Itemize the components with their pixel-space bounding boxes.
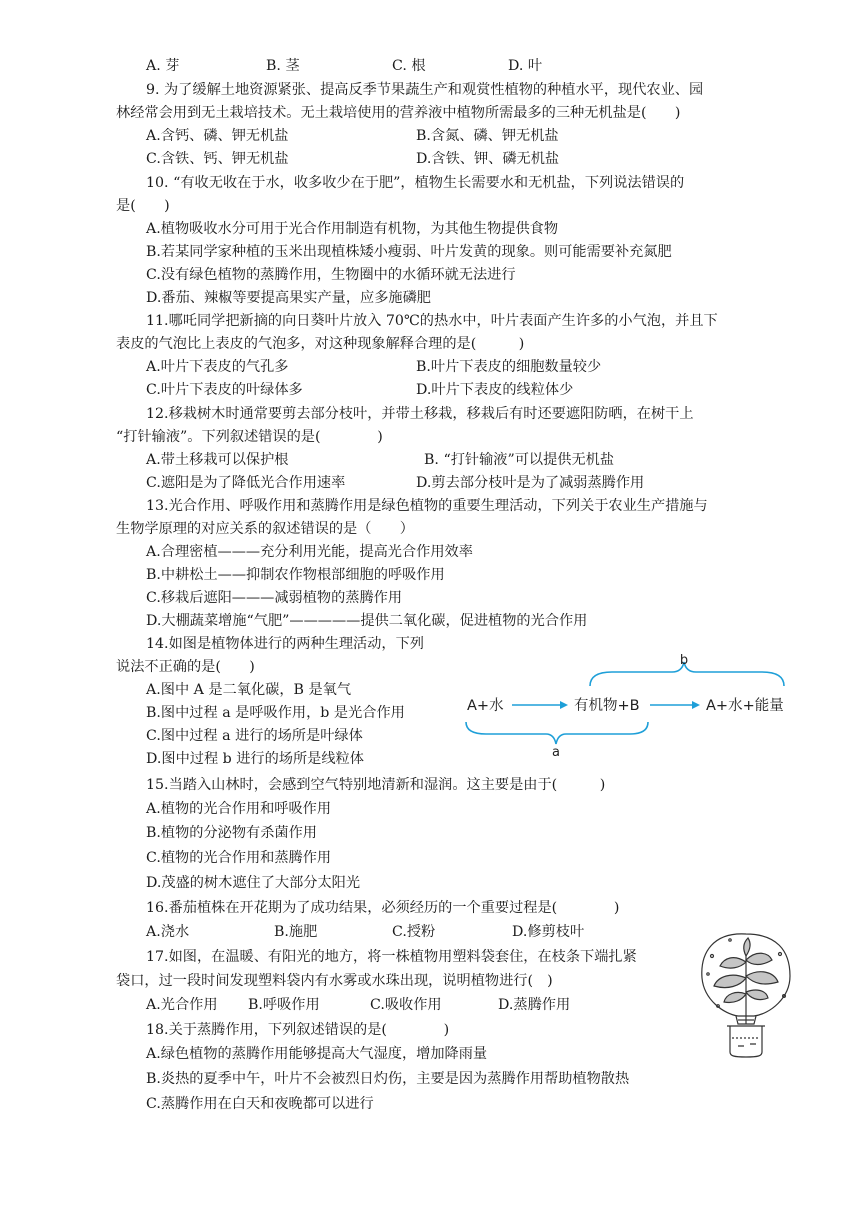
q9-stem-2: 林经常会用到无土栽培技术。无土栽培使用的营养液中植物所需最多的三种无机盐是( ) bbox=[116, 105, 681, 121]
arrow-right-icon bbox=[560, 701, 568, 709]
q15-option-a: A.植物的光合作用和呼吸作用 bbox=[146, 801, 332, 817]
q10-option-c: C.没有绿色植物的蒸腾作用，生物圈中的水循环就无法进行 bbox=[146, 267, 516, 283]
q11-option-c: C.叶片下表皮的叶绿体多 bbox=[146, 382, 303, 398]
plant-in-bag-illustration bbox=[694, 926, 798, 1058]
q14-option-b: B.图中过程 a 是呼吸作用，b 是光合作用 bbox=[146, 705, 405, 721]
q16-option-c: C.授粉 bbox=[392, 924, 436, 940]
q12-option-a: A.带土移栽可以保护根 bbox=[146, 452, 289, 468]
q11-option-d: D.叶片下表皮的线粒体少 bbox=[416, 382, 574, 398]
q12-stem-2: “打针输液”。下列叙述错误的是( ) bbox=[116, 429, 383, 445]
q17-option-c: C.吸收作用 bbox=[370, 997, 442, 1013]
q18-option-a: A.绿色植物的蒸腾作用能够提高大气湿度，增加降雨量 bbox=[146, 1046, 488, 1062]
q12-option-c: C.遮阳是为了降低光合作用速率 bbox=[146, 475, 346, 491]
q17-option-b: B.呼吸作用 bbox=[248, 997, 320, 1013]
q10-stem-2: 是( ) bbox=[116, 198, 170, 214]
q11-option-b: B.叶片下表皮的细胞数量较少 bbox=[416, 359, 602, 375]
q15-stem: 15.当踏入山林时，会感到空气特别地清新和湿润。这主要是由于( ) bbox=[146, 777, 606, 793]
q14-stem-2: 说法不正确的是( ) bbox=[116, 659, 255, 675]
q9-option-c: C.含铁、钙、钾无机盐 bbox=[146, 151, 289, 167]
q16-option-a: A.浇水 bbox=[146, 924, 190, 940]
q16-option-d: D.修剪枝叶 bbox=[512, 924, 585, 940]
q14-stem-1: 14.如图是植物体进行的两种生理活动，下列 bbox=[146, 636, 424, 652]
q10-stem-1: 10. “有收无收在于水，收多收少在于肥”，植物生长需要水和无机盐，下列说法错误的 bbox=[146, 175, 685, 191]
q9-option-a: A.含钙、磷、钾无机盐 bbox=[146, 128, 289, 144]
q14-option-d: D.图中过程 b 进行的场所是线粒体 bbox=[146, 751, 364, 767]
q12-option-b: B. “打针输液”可以提供无机盐 bbox=[424, 452, 615, 468]
q11-stem-2: 表皮的气泡比上表皮的气泡多，对这种现象解释合理的是( ) bbox=[116, 336, 525, 352]
q9-stem-1: 9. 为了缓解土地资源紧张、提高反季节果蔬生产和观赏性植物的种植水平，现代农业、园 bbox=[146, 82, 704, 98]
q8-option-d: D. 叶 bbox=[508, 58, 543, 74]
diagram-middle-text: 有机物+B bbox=[574, 698, 640, 714]
q13-option-d: D.大棚蔬菜增施“气肥”—————提供二氧化碳，促进植物的光合作用 bbox=[146, 613, 588, 629]
q17-option-a: A.光合作用 bbox=[146, 997, 218, 1013]
q12-option-d: D.剪去部分枝叶是为了减弱蒸腾作用 bbox=[416, 475, 645, 491]
q14-option-a: A.图中 A 是二氧化碳，B 是氧气 bbox=[146, 682, 352, 698]
q9-option-b: B.含氮、磷、钾无机盐 bbox=[416, 128, 559, 144]
q18-stem: 18.关于蒸腾作用，下列叙述错误的是( ) bbox=[146, 1022, 450, 1038]
q13-stem-1: 13.光合作用、呼吸作用和蒸腾作用是绿色植物的重要生理活动，下列关于农业生产措施与 bbox=[146, 498, 708, 514]
q8-option-a: A. 芽 bbox=[146, 58, 180, 74]
q15-option-c: C.植物的光合作用和蒸腾作用 bbox=[146, 850, 332, 866]
arrow-right-icon bbox=[692, 701, 700, 709]
q10-option-a: A.植物吸收水分可用于光合作用制造有机物，为其他生物提供食物 bbox=[146, 221, 559, 237]
label-a: a bbox=[552, 745, 560, 756]
q14-option-c: C.图中过程 a 进行的场所是叶绿体 bbox=[146, 728, 363, 744]
q8-options bbox=[0, 56, 860, 76]
q18-option-c: C.蒸腾作用在白天和夜晚都可以进行 bbox=[146, 1096, 374, 1112]
q9-option-d: D.含铁、钾、磷无机盐 bbox=[416, 151, 560, 167]
q11-stem-1: 11.哪吒同学把新摘的向日葵叶片放入 70℃的热水中，叶片表面产生许多的小气泡，并且下 bbox=[146, 313, 718, 329]
q16-option-b: B.施肥 bbox=[274, 924, 318, 940]
label-b: b bbox=[679, 653, 689, 668]
q17-option-d: D.蒸腾作用 bbox=[498, 997, 571, 1013]
q15-option-b: B.植物的分泌物有杀菌作用 bbox=[146, 825, 317, 841]
q13-option-a: A.合理密植———充分利用光能，提高光合作用效率 bbox=[146, 544, 473, 560]
q15-option-d: D.茂盛的树木遮住了大部分太阳光 bbox=[146, 875, 361, 891]
diagram-left-text: A+水 bbox=[467, 698, 504, 714]
q8-option-b: B. 茎 bbox=[266, 58, 300, 74]
q13-option-c: C.移栽后遮阳———减弱植物的蒸腾作用 bbox=[146, 590, 403, 606]
photosynthesis-respiration-diagram bbox=[462, 652, 798, 756]
q13-option-b: B.中耕松土——抑制农作物根部细胞的呼吸作用 bbox=[146, 567, 445, 583]
q12-stem-1: 12.移栽树木时通常要剪去部分枝叶，并带土移栽，移栽后有时还要遮阳防晒，在树干上 bbox=[146, 406, 694, 422]
q10-option-b: B.若某同学家种植的玉米出现植株矮小瘦弱、叶片发黄的现象。则可能需要补充氮肥 bbox=[146, 244, 672, 260]
q10-option-d: D.番茄、辣椒等要提高果实产量，应多施磷肥 bbox=[146, 290, 431, 306]
q17-stem-2: 袋口，过一段时间发现塑料袋内有水雾或水珠出现，说明植物进行( ) bbox=[116, 973, 553, 989]
q18-option-b: B.炎热的夏季中午，叶片不会被烈日灼伤，主要是因为蒸腾作用帮助植物散热 bbox=[146, 1071, 630, 1087]
q8-option-c: C. 根 bbox=[392, 58, 426, 74]
brace-a-icon bbox=[466, 722, 648, 744]
q13-stem-2: 生物学原理的对应关系的叙述错误的是（ ） bbox=[116, 521, 414, 537]
q16-stem: 16.番茄植株在开花期为了成功结果，必须经历的一个重要过程是( ) bbox=[146, 900, 620, 916]
diagram-right-text: A+水+能量 bbox=[706, 698, 784, 714]
q11-option-a: A.叶片下表皮的气孔多 bbox=[146, 359, 289, 375]
q17-stem-1: 17.如图，在温暖、有阳光的地方，将一株植物用塑料袋套住，在枝条下端扎紧 bbox=[146, 949, 637, 965]
